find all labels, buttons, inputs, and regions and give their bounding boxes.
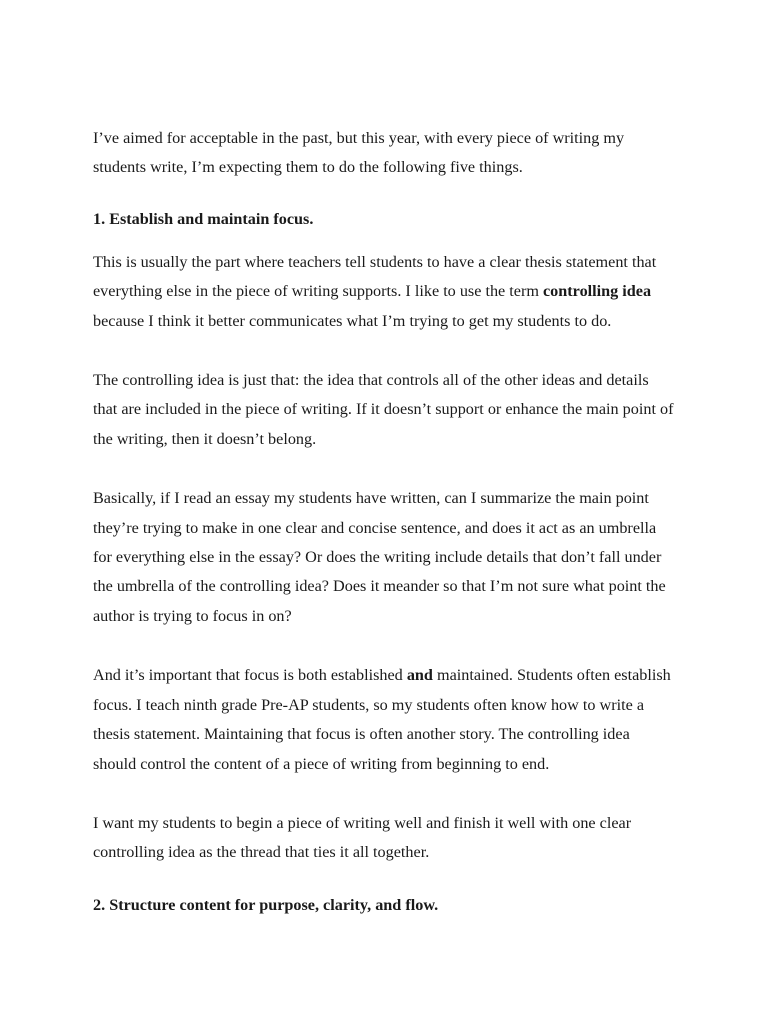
paragraph-text: maintained. Students often establish focus. I teach ninth grade Pre-AP students, so my students often know how to write a thesis statement. Maintaining that focus is often another story. The controlling idea should control the content of a piece of writing from beginning to end. [93, 666, 671, 773]
paragraph-controlling-idea-definition: The controlling idea is just that: the idea that controls all of the other ideas and details that are included in the piece of writing. If it doesn’t support or enhance the main point of the writing, then it doesn’t belong. [93, 371, 674, 448]
paragraph-text: because I think it better communicates what I’m trying to get my students to do. [93, 311, 612, 330]
paragraph-establish-maintain [93, 661, 675, 779]
paragraph-controlling-idea-intro [93, 248, 675, 336]
section-heading-2: 2. Structure content for purpose, clarity, and flow. [93, 895, 439, 914]
paragraph-text: This is usually the part where teachers tell students to have a clear thesis statement that everything else in the piece of writing supports. I like to use the term [93, 252, 657, 301]
paragraph-summarize-main-point: Basically, if I read an essay my students have written, can I summarize the main point they’re trying to make in one clear and concise sentence, and does it act as an umbrella for everything else in the essay? Or does the writing include details that don’t fall under the umbrella of the controlling idea? Does it meander so that I’m not sure what point the author is trying to focus in on? [93, 489, 666, 625]
paragraph-begin-finish-well: I want my students to begin a piece of writing well and finish it well with one clear controlling idea as the thread that ties it all together. [93, 813, 632, 862]
document-body [93, 124, 675, 915]
section-heading-1: 1. Establish and maintain focus. [93, 209, 314, 228]
paragraph-text: And it’s important that focus is both established [93, 666, 407, 685]
bold-term-controlling-idea: controlling idea [543, 282, 652, 301]
bold-term-and: and [406, 666, 433, 685]
intro-paragraph: I’ve aimed for acceptable in the past, but this year, with every piece of writing my students write, I’m expecting them to do the following five things. [93, 129, 625, 177]
